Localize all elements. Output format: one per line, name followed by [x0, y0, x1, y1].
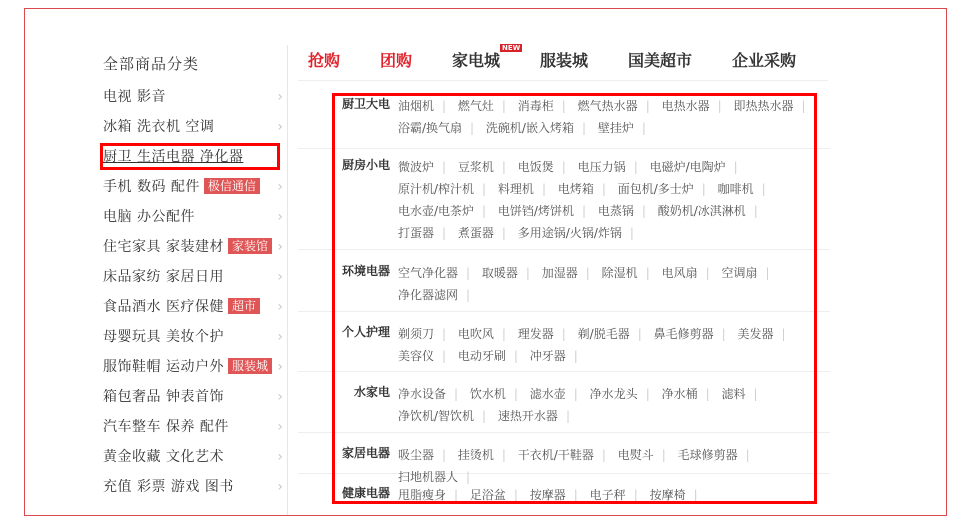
subcategory-link[interactable]: 燃气热水器: [577, 99, 638, 113]
link-separator: |: [641, 121, 646, 135]
link-separator: |: [501, 226, 506, 240]
link-separator: |: [501, 99, 506, 113]
link-separator: |: [482, 182, 487, 196]
link-separator: |: [565, 409, 570, 423]
subcategory-highlight-box: [332, 93, 817, 504]
link-separator: |: [717, 99, 722, 113]
subcategory-link[interactable]: 美发器: [737, 327, 774, 341]
link-separator: |: [573, 349, 578, 363]
link-separator: |: [501, 327, 506, 341]
subcategory-link[interactable]: 电风扇: [661, 266, 698, 280]
category-label[interactable]: 冰箱 洗衣机 空调: [103, 119, 215, 135]
subcategory-link[interactable]: 按摩椅: [649, 488, 686, 502]
subcategory-link[interactable]: 燃气灶: [457, 99, 494, 113]
category-item[interactable]: [97, 472, 287, 502]
category-label[interactable]: 手机 数码 配件: [103, 179, 200, 195]
link-separator: |: [442, 99, 447, 113]
nav-item[interactable]: 企业采购: [732, 51, 797, 70]
chevron-right-icon: ›: [277, 479, 283, 495]
subcategory-link[interactable]: 滤料: [721, 387, 746, 401]
category-badge[interactable]: 超市: [228, 298, 260, 314]
category-item[interactable]: [97, 232, 287, 262]
subcategory-link[interactable]: 电吹风: [457, 327, 494, 341]
subcategory-link[interactable]: 电蒸锅: [597, 204, 634, 218]
link-separator: |: [513, 488, 518, 502]
link-separator: |: [466, 288, 471, 302]
category-label[interactable]: 电视 影音: [103, 89, 166, 105]
subcategory-link[interactable]: 电热水器: [661, 99, 710, 113]
link-separator: |: [470, 121, 475, 135]
subcategory-link[interactable]: 面包机/多士炉: [617, 182, 694, 196]
subcategory-link[interactable]: 空调扇: [721, 266, 758, 280]
link-separator: |: [765, 266, 770, 280]
category-item[interactable]: [97, 262, 287, 292]
link-separator: |: [466, 266, 471, 280]
subcategory-link[interactable]: 电熨斗: [617, 448, 654, 462]
link-separator: |: [561, 160, 566, 174]
link-separator: |: [501, 448, 506, 462]
link-separator: |: [561, 327, 566, 341]
category-label[interactable]: 住宅家具 家装建材: [103, 239, 224, 255]
nav-item[interactable]: 家电城: [452, 51, 501, 70]
subcategory-link[interactable]: 电水壶/电茶炉: [398, 204, 475, 218]
subcategory-link[interactable]: 按摩器: [529, 488, 566, 502]
nav-item[interactable]: 服装城: [540, 51, 589, 70]
chevron-right-icon: ›: [277, 299, 283, 315]
link-separator: |: [442, 448, 447, 462]
chevron-right-icon: ›: [277, 269, 283, 285]
subcategory-link[interactable]: 浴霸/换气扇: [398, 121, 463, 135]
chevron-right-icon: ›: [277, 179, 283, 195]
link-separator: |: [693, 488, 698, 502]
link-separator: |: [753, 387, 758, 401]
new-badge: NEW: [502, 44, 521, 52]
subcategory-link[interactable]: 冲牙器: [529, 349, 566, 363]
subcategory-link[interactable]: 理发器: [517, 327, 554, 341]
category-item[interactable]: [97, 82, 287, 112]
link-separator: |: [581, 204, 587, 218]
link-separator: |: [645, 266, 650, 280]
link-separator: |: [466, 470, 471, 484]
subcategory-link[interactable]: 电磁炉/电陶炉: [649, 160, 726, 174]
subcategory-link[interactable]: 电压力锅: [577, 160, 626, 174]
link-separator: |: [721, 327, 726, 341]
link-separator: |: [661, 448, 666, 462]
nav-item[interactable]: 国美超市: [628, 51, 693, 70]
category-item[interactable]: [97, 352, 287, 382]
category-badge[interactable]: 家装馆: [228, 238, 272, 254]
subcategory-link[interactable]: 净化器滤网: [398, 288, 459, 302]
nav-underline: [298, 80, 828, 81]
link-separator: |: [629, 226, 634, 240]
link-separator: |: [601, 182, 606, 196]
subcategory-link[interactable]: 煮蛋器: [457, 226, 494, 240]
subcategory-group-title[interactable]: 个人护理: [341, 325, 390, 339]
subcategory-link[interactable]: 打蛋器: [398, 226, 435, 240]
link-separator: |: [482, 204, 487, 218]
subcategory-link[interactable]: 原汁机/榨汁机: [398, 182, 475, 196]
link-separator: |: [454, 488, 459, 502]
link-separator: |: [705, 266, 710, 280]
category-badge[interactable]: 极信通信: [204, 178, 260, 194]
subcategory-link[interactable]: 鼻毛修剪器: [653, 327, 714, 341]
link-separator: |: [733, 160, 738, 174]
category-label[interactable]: 箱包奢品 钟表首饰: [103, 389, 224, 405]
link-separator: |: [801, 99, 806, 113]
link-separator: |: [745, 448, 750, 462]
category-label[interactable]: 床品家纺 家居日用: [103, 269, 224, 285]
subcategory-link[interactable]: 干衣机/干鞋器: [517, 448, 594, 462]
link-separator: |: [781, 327, 786, 341]
subcategory-link[interactable]: 取暖器: [481, 266, 518, 280]
link-separator: |: [442, 160, 447, 174]
subcategory-link[interactable]: 电饭煲: [517, 160, 554, 174]
category-item[interactable]: [97, 142, 287, 172]
chevron-right-icon: ›: [277, 419, 283, 435]
subcategory-group-title[interactable]: 水家电: [353, 385, 390, 399]
subcategory-link[interactable]: 油烟机: [398, 99, 435, 113]
category-label[interactable]: 服饰鞋帽 运动户外: [103, 359, 224, 375]
chevron-right-icon: ›: [277, 389, 283, 405]
chevron-right-icon: ›: [277, 239, 283, 255]
subcategory-link[interactable]: 足浴盆: [469, 488, 506, 502]
subcategory-link[interactable]: 剃须刀: [398, 327, 435, 341]
link-separator: |: [581, 121, 587, 135]
subcategory-link[interactable]: 即热热水器: [733, 99, 794, 113]
chevron-right-icon: ›: [277, 359, 283, 375]
subcategory-link[interactable]: 除湿机: [601, 266, 638, 280]
category-item[interactable]: [97, 442, 287, 472]
subcategory-link[interactable]: 滤水壶: [529, 387, 566, 401]
subcategory-group-title[interactable]: 环境电器: [341, 264, 390, 278]
subcategory-link[interactable]: 料理机: [497, 182, 534, 196]
nav-item[interactable]: 团购: [380, 51, 413, 70]
link-separator: |: [573, 488, 578, 502]
category-label[interactable]: 充值 彩票 游戏 图书: [103, 479, 234, 495]
subcategory-link[interactable]: 净饮机/智饮机: [398, 409, 475, 423]
link-separator: |: [573, 387, 578, 401]
link-separator: |: [501, 160, 506, 174]
link-separator: |: [633, 488, 638, 502]
subcategory-link[interactable]: 美容仪: [398, 349, 435, 363]
subcategory-group-title[interactable]: 家居电器: [341, 446, 390, 460]
subcategory-link[interactable]: 空气净化器: [398, 266, 459, 280]
subcategory-link[interactable]: 加湿器: [541, 266, 578, 280]
link-separator: |: [541, 182, 546, 196]
category-item[interactable]: [97, 112, 287, 142]
subcategory-link[interactable]: 洗碗机/嵌入烤箱: [485, 121, 574, 135]
link-separator: |: [513, 349, 518, 363]
link-separator: |: [525, 266, 530, 280]
subcategory-link[interactable]: 多用途锅/火锅/炸锅: [517, 226, 622, 240]
subcategory-link[interactable]: 饮水机: [469, 387, 506, 401]
subcategory-link[interactable]: 净水设备: [398, 387, 447, 401]
link-separator: |: [482, 409, 487, 423]
link-separator: |: [601, 448, 606, 462]
link-separator: |: [705, 387, 710, 401]
category-label[interactable]: 食品酒水 医疗保健: [103, 299, 224, 315]
link-separator: |: [701, 182, 706, 196]
subcategory-link[interactable]: 壁挂炉: [597, 121, 634, 135]
link-separator: |: [585, 266, 590, 280]
category-badge[interactable]: 服装城: [228, 358, 272, 374]
link-separator: |: [442, 226, 447, 240]
nav-item[interactable]: 抢购: [308, 51, 341, 70]
link-separator: |: [641, 204, 646, 218]
category-item[interactable]: [97, 382, 287, 412]
category-item[interactable]: [97, 322, 287, 352]
panel-divider: [287, 45, 288, 515]
category-label[interactable]: 黄金收藏 文化艺术: [103, 449, 224, 465]
category-label[interactable]: 厨卫 生活电器 净化器: [103, 149, 244, 165]
link-separator: |: [442, 327, 447, 341]
subcategory-link[interactable]: 电饼铛/烤饼机: [497, 204, 574, 218]
category-item[interactable]: [97, 292, 287, 322]
subcategory-link[interactable]: 电动牙刷: [457, 349, 506, 363]
subcategory-group-title[interactable]: 厨房小电: [341, 158, 390, 172]
subcategory-link[interactable]: 微波炉: [398, 160, 435, 174]
link-separator: |: [645, 387, 650, 401]
subcategory-link[interactable]: 剃/脱毛器: [577, 327, 630, 341]
link-separator: |: [561, 99, 566, 113]
subcategory-link[interactable]: 速热开水器: [497, 409, 558, 423]
subcategory-link[interactable]: 挂烫机: [457, 448, 494, 462]
subcategory-link[interactable]: 豆浆机: [457, 160, 494, 174]
link-separator: |: [442, 349, 447, 363]
link-separator: |: [645, 99, 650, 113]
chevron-right-icon: ›: [277, 329, 283, 345]
link-separator: |: [633, 160, 638, 174]
subcategory-link[interactable]: 毛球修剪器: [677, 448, 738, 462]
category-label[interactable]: 电脑 办公配件: [103, 209, 195, 225]
link-separator: |: [513, 387, 518, 401]
subcategory-link[interactable]: 咖啡机: [717, 182, 754, 196]
subcategory-link[interactable]: 消毒柜: [517, 99, 554, 113]
chevron-right-icon: ›: [277, 449, 283, 465]
subcategory-link[interactable]: 净水龙头: [589, 387, 638, 401]
subcategory-link[interactable]: 酸奶机/冰淇淋机: [657, 204, 746, 218]
link-separator: |: [753, 204, 758, 218]
subcategory-group-title[interactable]: 健康电器: [341, 486, 390, 500]
category-panel-title: 全部商品分类: [103, 55, 200, 73]
subcategory-link[interactable]: 净水桶: [661, 387, 698, 401]
subcategory-link[interactable]: 电烤箱: [557, 182, 594, 196]
category-label[interactable]: 母婴玩具 美妆个护: [103, 329, 224, 345]
subcategory-link[interactable]: 吸尘器: [398, 448, 435, 462]
link-separator: |: [761, 182, 766, 196]
subcategory-group-title[interactable]: 厨卫大电: [341, 97, 390, 111]
category-label[interactable]: 汽车整车 保养 配件: [103, 419, 229, 435]
link-separator: |: [454, 387, 459, 401]
link-separator: |: [637, 327, 642, 341]
category-item[interactable]: [97, 202, 287, 232]
subcategory-link[interactable]: 扫地机器人: [398, 470, 459, 484]
chevron-right-icon: ›: [277, 209, 283, 225]
subcategory-link[interactable]: 电子秤: [589, 488, 626, 502]
chevron-right-icon: ›: [277, 89, 283, 105]
category-list: [97, 82, 287, 502]
category-item[interactable]: [97, 412, 287, 442]
category-item[interactable]: [97, 172, 287, 202]
subcategory-link[interactable]: 甩脂瘦身: [398, 488, 447, 502]
chevron-right-icon: ›: [277, 119, 283, 135]
